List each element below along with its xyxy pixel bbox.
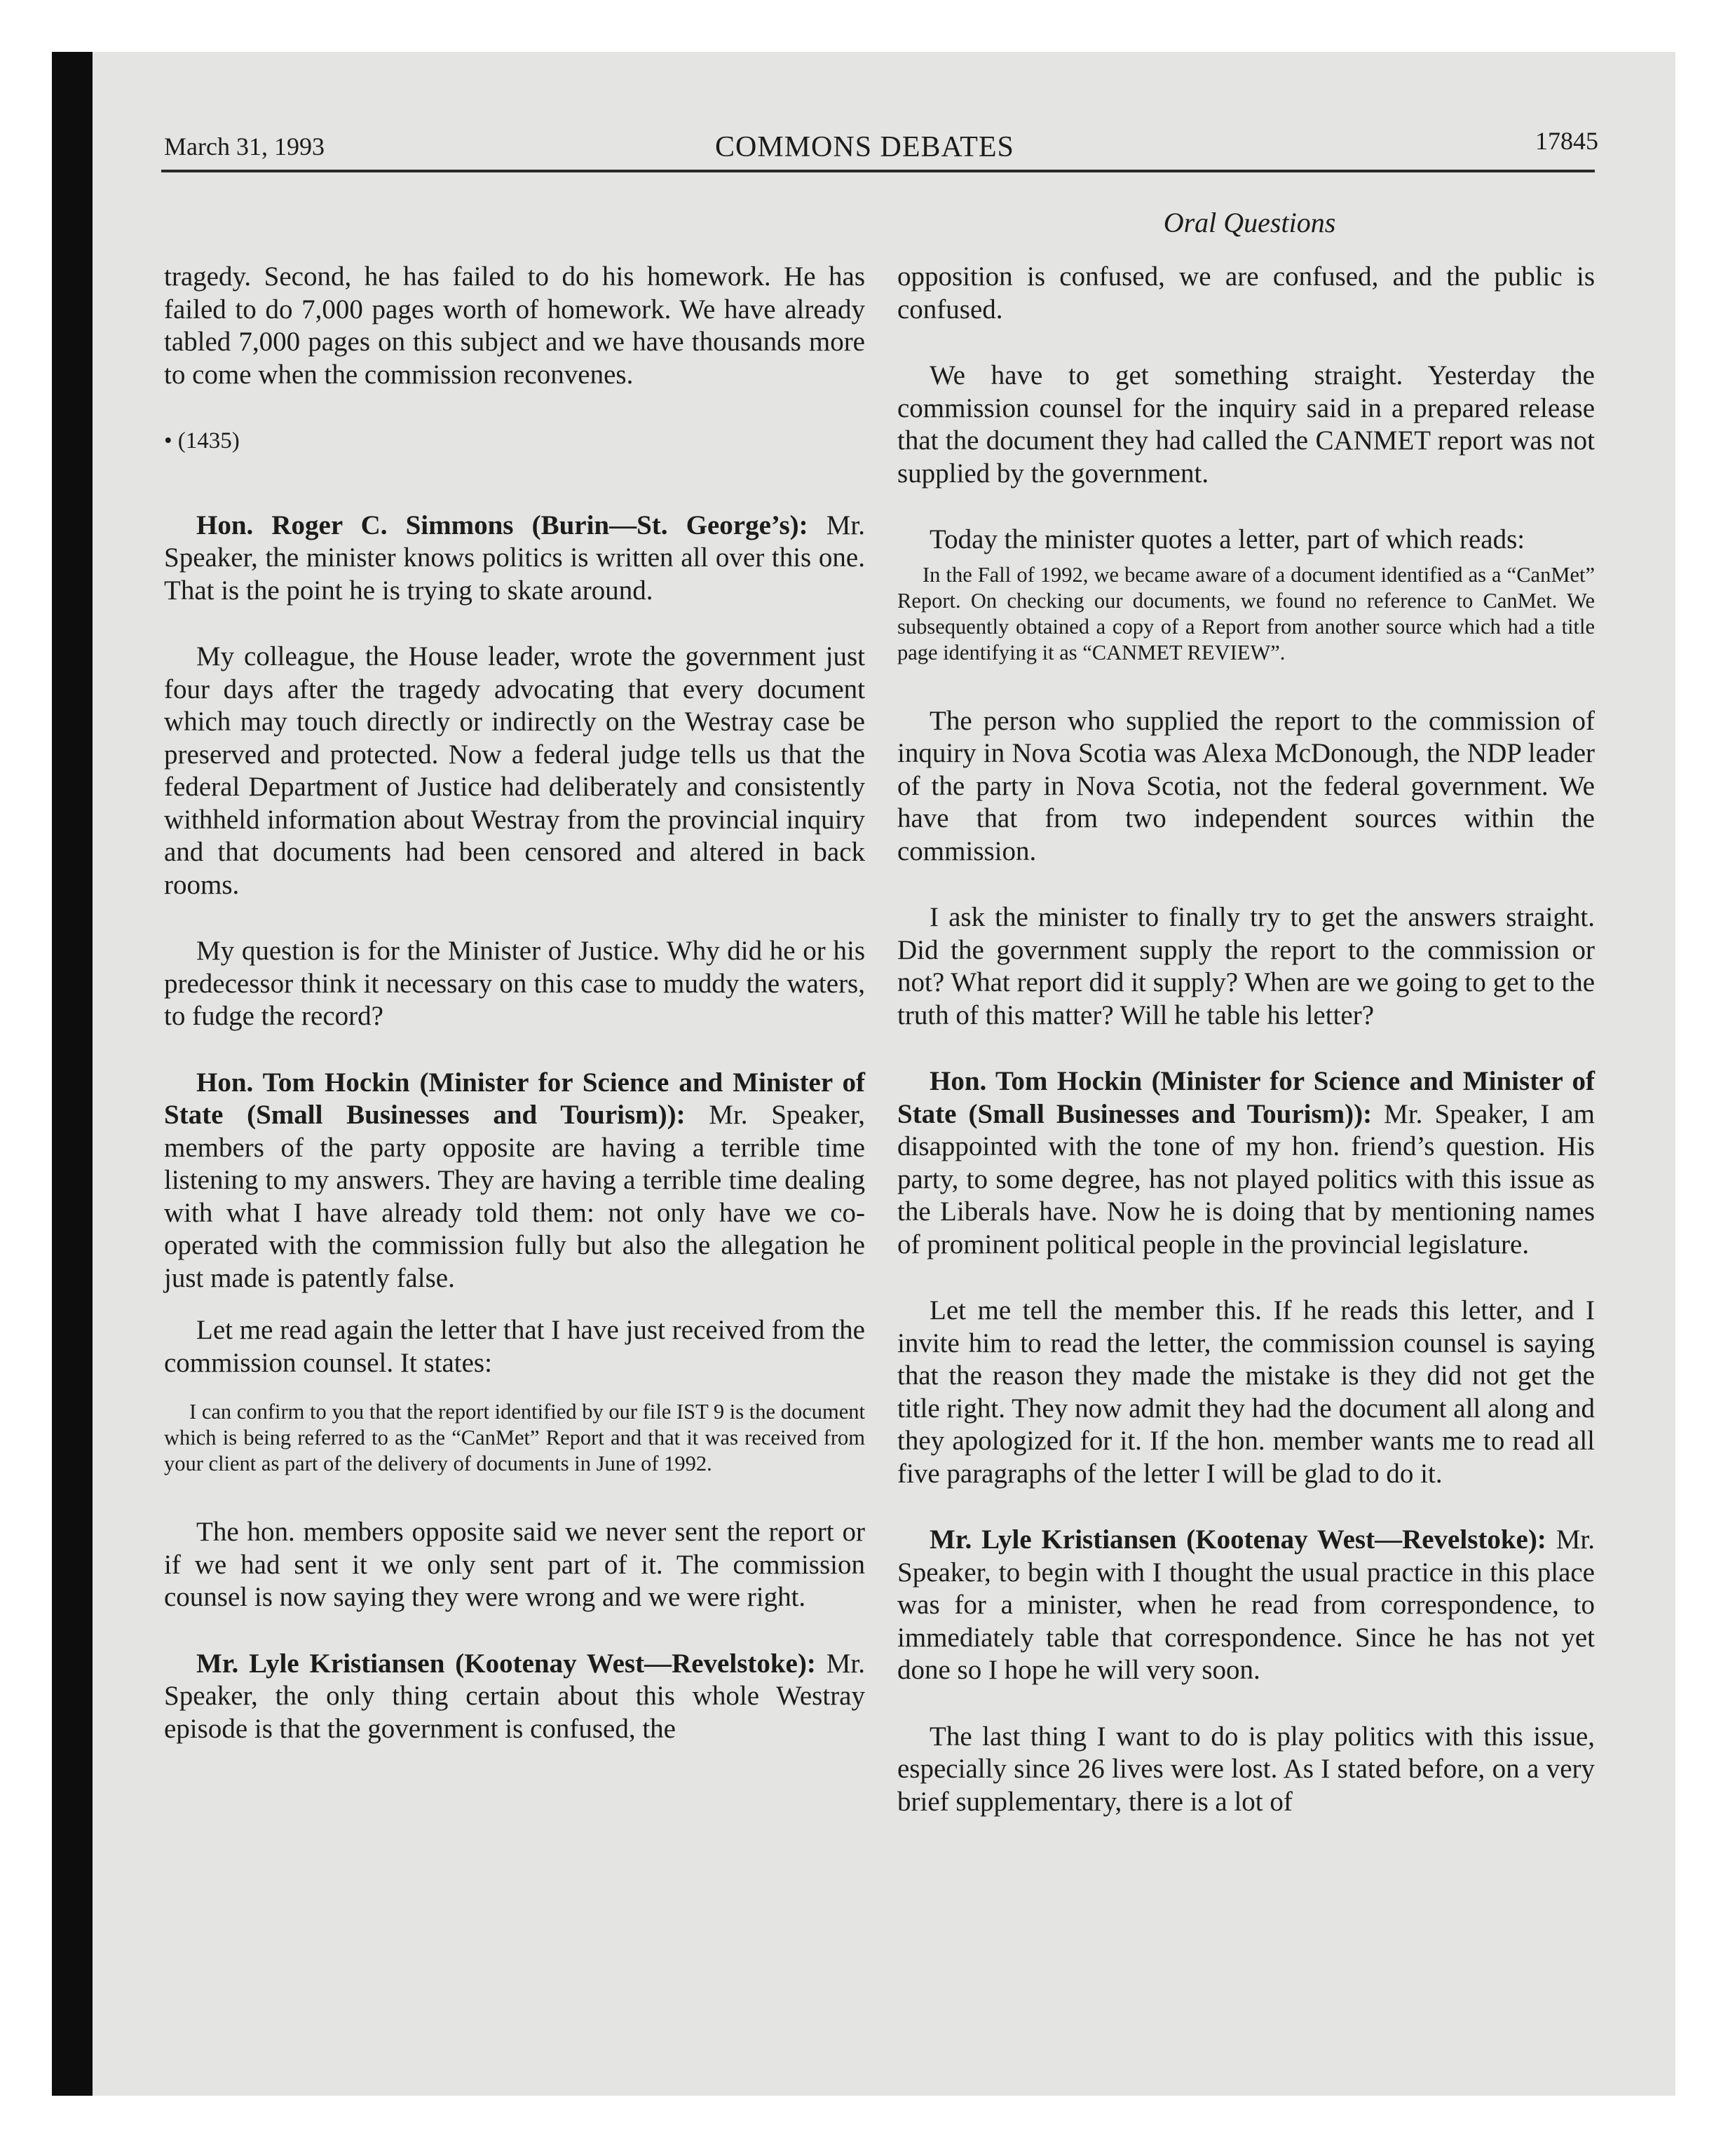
block-quote: In the Fall of 1992, we became aware of a document identified as a “CanMet” Report. On checking our documents, we found no reference to CanMet. We subsequently obtained a copy of a Report from another source which had a title page identifying it as “CANMET REVIEW”. bbox=[897, 562, 1595, 664]
speaker-name: Hon. Roger C. Simmons (Burin—St. George’s): bbox=[196, 510, 808, 540]
speech-text: Mr. Speaker, to begin with I thought the usual practice in this place was for a minister, when he read from correspondence, to immediately table that correspondence. Since he has not yet done so I hope he will very soon. bbox=[897, 1524, 1595, 1685]
paragraph: My colleague, the House leader, wrote the government just four days after the tragedy advocating that every document which may touch directly or indirectly on the Westray case be preserved and protected. Now a federal judge tells us that the federal Department of Justice had deliberately and consistently withheld information about Westray from the provincial inquiry and that documents had been censored and altered in back rooms. bbox=[164, 641, 865, 900]
speech-hockin bbox=[897, 1065, 1595, 1261]
speech-kristiansen bbox=[164, 1648, 865, 1746]
block-quote: I can confirm to you that the report identified by our file IST 9 is the document which is being referred to as the “CanMet” Report and that it was received from your client as part of the delivery of documents in June of 1992. bbox=[164, 1400, 865, 1475]
speech-hockin bbox=[164, 1067, 865, 1295]
paragraph: Today the minister quotes a letter, part of which reads: bbox=[930, 524, 1525, 554]
speech-text: Mr. Speaker, members of the party opposite are having a terrible time listening to my answers. They are having a terrible time dealing with what I have already told them: not only have we co-operated with the commission fully but also the allegation he just made is patently false. bbox=[164, 1100, 866, 1293]
speech-text: Mr. Speaker, the minister knows politics is written all over this one. That is the point he is trying to skate around. bbox=[164, 510, 865, 606]
speaker-name: Mr. Lyle Kristiansen (Kootenay West—Revelstoke): bbox=[196, 1648, 816, 1679]
speaker-name: Hon. Tom Hockin (Minister for Science and Minister of State (Small Businesses and Tourism)): bbox=[897, 1066, 1595, 1129]
speech-kristiansen bbox=[897, 1524, 1595, 1687]
scan-binding-edge bbox=[52, 52, 93, 2096]
header-rule bbox=[161, 170, 1595, 172]
paragraph: My question is for the Minister of Justice. Why did he or his predecessor think it necessary on this case to muddy the waters, to fudge the record? bbox=[164, 936, 865, 1031]
speaker-name: Hon. Tom Hockin (Minister for Science and Minister of State (Small Businesses and Tourism)): bbox=[164, 1067, 865, 1130]
paragraph: The hon. members opposite said we never sent the report or if we had sent it we only sent part of it. The commission counsel is now saying they were wrong and we were right. bbox=[164, 1517, 865, 1612]
speech-text: Mr. Speaker, I am disappointed with the tone of my hon. friend’s question. His party, to some degree, has not played politics with this issue as the Liberals have. Now he is doing that by mentioning names of prominent political people in the provincial legislature. bbox=[897, 1098, 1595, 1260]
header-page-number: 17845 bbox=[1535, 127, 1598, 155]
time-marker: • (1435) bbox=[164, 428, 240, 453]
paragraph: I ask the minister to finally try to get the answers straight. Did the government supply the report to the commission or not? What report did it supply? When are we going to get to the truth of this matter? Will he table his letter? bbox=[897, 902, 1595, 1030]
paragraph: Let me read again the letter that I have just received from the commission counsel. It states: bbox=[164, 1315, 865, 1378]
right-column bbox=[897, 261, 1595, 1852]
paragraph: The person who supplied the report to the commission of inquiry in Nova Scotia was Alexa McDonough, the NDP leader of the party in Nova Scotia, not the federal government. We have that from two independent sources within the commission. bbox=[897, 705, 1595, 866]
section-title: Oral Questions bbox=[1163, 207, 1336, 238]
paragraph: opposition is confused, we are confused, and the public is confused. bbox=[897, 261, 1595, 325]
speech-text: Mr. Speaker, the only thing certain about this whole Westray episode is that the government is confused, the bbox=[164, 1648, 866, 1744]
paragraph: Let me tell the member this. If he reads this letter, and I invite him to read the letter, the commission counsel is saying that the reason they made the mistake is they did not get the title right. They now admit they had the document all along and they apologized for it. If the hon. member wants me to read all five paragraphs of the letter I will be glad to do it. bbox=[897, 1295, 1595, 1489]
paragraph: We have to get something straight. Yesterday the commission counsel for the inquiry said in a prepared release that the document they had called the CANMET report was not supplied by the government. bbox=[897, 360, 1595, 489]
speech-simmons bbox=[164, 510, 865, 608]
header-date: March 31, 1993 bbox=[164, 132, 325, 161]
header-title: COMMONS DEBATES bbox=[715, 131, 1014, 163]
left-column bbox=[164, 261, 865, 1779]
speaker-name: Mr. Lyle Kristiansen (Kootenay West—Revelstoke): bbox=[930, 1524, 1546, 1555]
paragraph: tragedy. Second, he has failed to do his homework. He has failed to do 7,000 pages worth of homework. We have already tabled 7,000 pages on this subject and we have thousands more to come when the commission reconvenes. bbox=[164, 261, 865, 390]
paragraph: The last thing I want to do is play politics with this issue, especially since 26 lives were lost. As I stated before, on a very brief supplementary, there is a lot of bbox=[897, 1721, 1595, 1817]
